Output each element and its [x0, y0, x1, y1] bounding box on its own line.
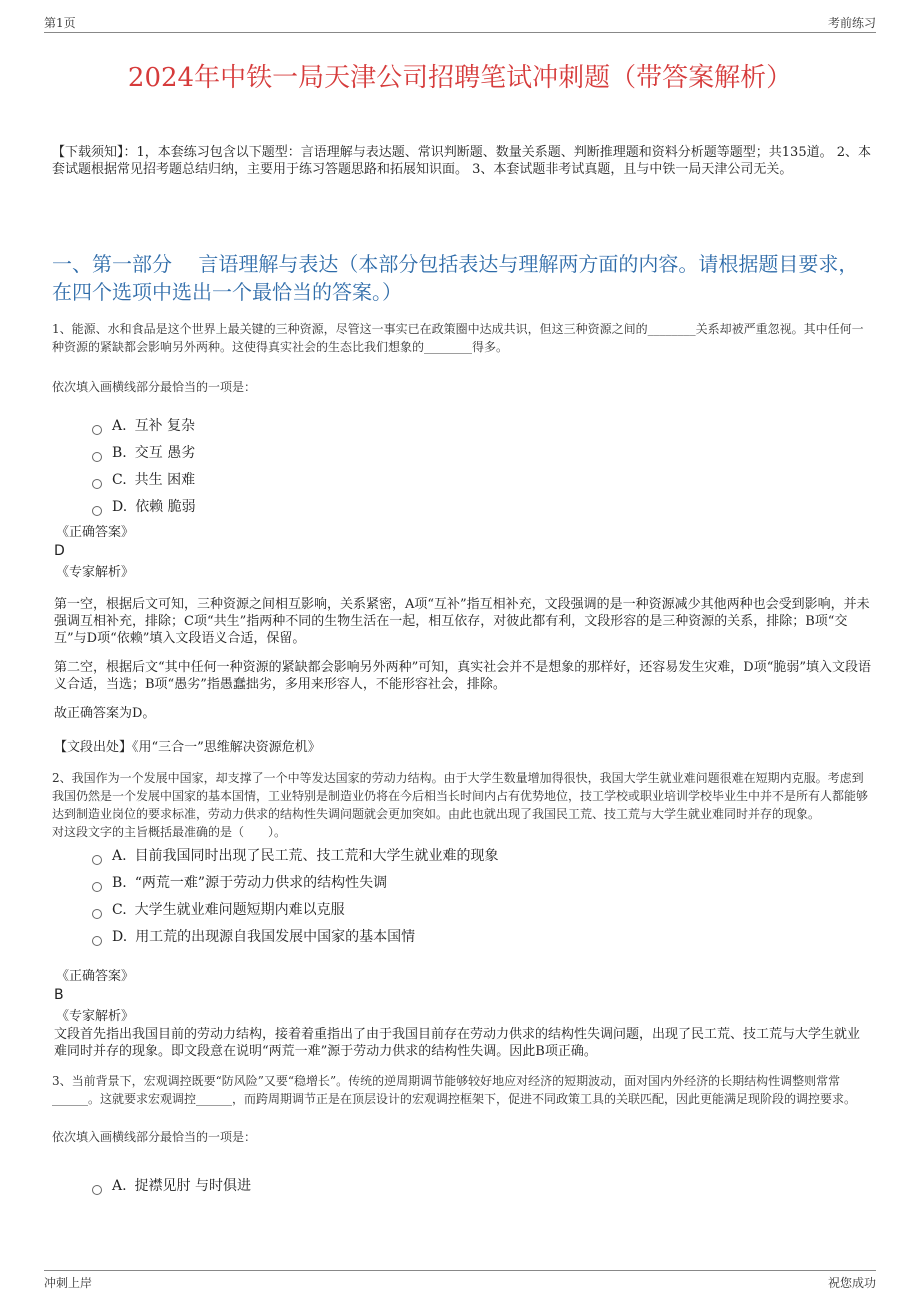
question-1-prompt: 依次填入画横线部分最恰当的一项是：: [52, 380, 257, 394]
question-1-text: 1、能源、水和食品是这个世界上最关键的三种资源，尽管这一事实已在政策圈中达成共识，但这三种资源之间的________关系却被严重忽视。其中任何一种资源的紧缺都会影响另外两种。这使得真实社会的生态比我们想象的________得多。: [52, 322, 864, 354]
analysis-paragraph: 第一空，根据后文可知，三种资源之间相互影响，关系紧密，A项“互补”指互相补充，文段强调的是一种资源减少其他两种也会受到影响，并未强调互相补充，排除；C项“共生”指两种不同的生物生活在一起，相互依存，对彼此都有利，文段形容的是三种资源的关系，排除；B项“交互”与D项“依赖”填入文段语义合适，保留。: [54, 597, 870, 646]
analysis-conclusion: 故正确答案为D。: [54, 706, 156, 721]
radio-icon[interactable]: [92, 425, 102, 435]
radio-icon[interactable]: [92, 855, 102, 865]
question-1-options: [92, 413, 872, 521]
option-a[interactable]: A. 互补 复杂: [92, 413, 872, 440]
option-a[interactable]: A. 捉襟见肘 与时俱进: [92, 1173, 872, 1200]
analysis-paragraph: 文段首先指出我国目前的劳动力结构，接着着重指出了由于我国目前存在劳动力供求的结构性失调问题，出现了民工荒、技工荒与大学生就业难同时并存的现象。即文段意在说明“两荒一难”源于劳动力供求的结构性失调。因此B项正确。: [54, 1027, 861, 1059]
download-notice: 【下载须知】：1，本套练习包含以下题型：言语理解与表达题、常识判断题、数量关系题、判断推理题和资料分析题等题型；共135道。 2、本套试题根据常见招考题总结归纳，主要用于练习答题思路和拓展知识面。 3、本套试题非考试真题，且与中铁一局天津公司无关。: [52, 145, 871, 177]
question-3-prompt: 依次填入画横线部分最恰当的一项是：: [52, 1130, 257, 1144]
page-header: [44, 12, 876, 33]
source-citation: 【文段出处】《用“三合一”思维解决资源危机》: [54, 740, 321, 755]
section-heading: 一、第一部分 言语理解与表达（本部分包括表达与理解两方面的内容。请根据题目要求，在四个选项中选出一个最恰当的答案。）: [52, 252, 859, 304]
option-b[interactable]: B. “两荒一难”源于劳动力供求的结构性失调: [92, 870, 872, 897]
question-2-prompt: 对这段文字的主旨概括最准确的是（ ）。: [52, 825, 287, 839]
analysis-heading: 《专家解析》: [56, 565, 135, 580]
footer-right-text: 祝您成功: [827, 1276, 876, 1290]
footer-left-text: 冲刺上岸: [44, 1276, 93, 1290]
radio-icon[interactable]: [92, 882, 102, 892]
analysis-heading: 《专家解析》: [56, 1009, 135, 1024]
option-c[interactable]: C. 共生 困难: [92, 467, 872, 494]
page-footer: [44, 1270, 876, 1291]
analysis-paragraph: 第二空，根据后文“其中任何一种资源的紧缺都会影响另外两种”可知，真实社会并不是想象的那样好，还容易发生灾难，D项“脆弱”填入文段语义合适，当选；B项“愚劣”指愚蠢拙劣，多用来形容人，不能形容社会，排除。: [54, 660, 872, 692]
answer-heading: 《正确答案》: [56, 525, 135, 540]
option-d[interactable]: D. 依赖 脆弱: [92, 494, 872, 521]
answer-value: B: [54, 987, 64, 1003]
question-2-text: 2、我国作为一个发展中国家，却支撑了一个中等发达国家的劳动力结构。由于大学生数量增加得很快，我国大学生就业难问题很难在短期内克服。考虑到我国仍然是一个发展中国家的基本国情，工业特别是制造业仍将在今后相当长时间内占有优势地位，技工学校或职业培训学校毕业生中并不是所有人都能够达到制造业岗位的要求标准，劳动力供求的结构性失调问题就会更加突如。由此也就出现了我国民工荒、技工荒与大学生就业难同时并存的现象。: [52, 771, 869, 821]
radio-icon[interactable]: [92, 909, 102, 919]
radio-icon[interactable]: [92, 479, 102, 489]
answer-heading: 《正确答案》: [56, 969, 135, 984]
radio-icon[interactable]: [92, 936, 102, 946]
radio-icon[interactable]: [92, 506, 102, 516]
option-c[interactable]: C. 大学生就业难问题短期内难以克服: [92, 897, 872, 924]
option-b[interactable]: B. 交互 愚劣: [92, 440, 872, 467]
question-2-options: [92, 843, 872, 951]
document-body: [52, 144, 872, 1200]
option-d[interactable]: D. 用工荒的出现源自我国发展中国家的基本国情: [92, 924, 872, 951]
option-a[interactable]: A. 目前我国同时出现了民工荒、技工荒和大学生就业难的现象: [92, 843, 872, 870]
page-number: 第1页: [44, 16, 76, 30]
document-title: 2024年中铁一局天津公司招聘笔试冲刺题（带答案解析）: [127, 63, 793, 94]
question-3-options: [92, 1173, 872, 1200]
answer-value: D: [54, 543, 65, 559]
radio-icon[interactable]: [92, 452, 102, 462]
header-label: 考前练习: [827, 16, 876, 30]
question-3-text: 3、当前背景下，宏观调控既要“防风险”又要“稳增长”。传统的逆周期调节能够较好地应对经济的短期波动，面对国内外经济的长期结构性调整则常常______。这就要求宏观调控______，而跨周期调节正是在顶层设计的宏观调控框架下，促进不同政策工具的关联匹配，因此更能满足现阶段的调控要求。: [52, 1074, 857, 1106]
radio-icon[interactable]: [92, 1185, 102, 1195]
